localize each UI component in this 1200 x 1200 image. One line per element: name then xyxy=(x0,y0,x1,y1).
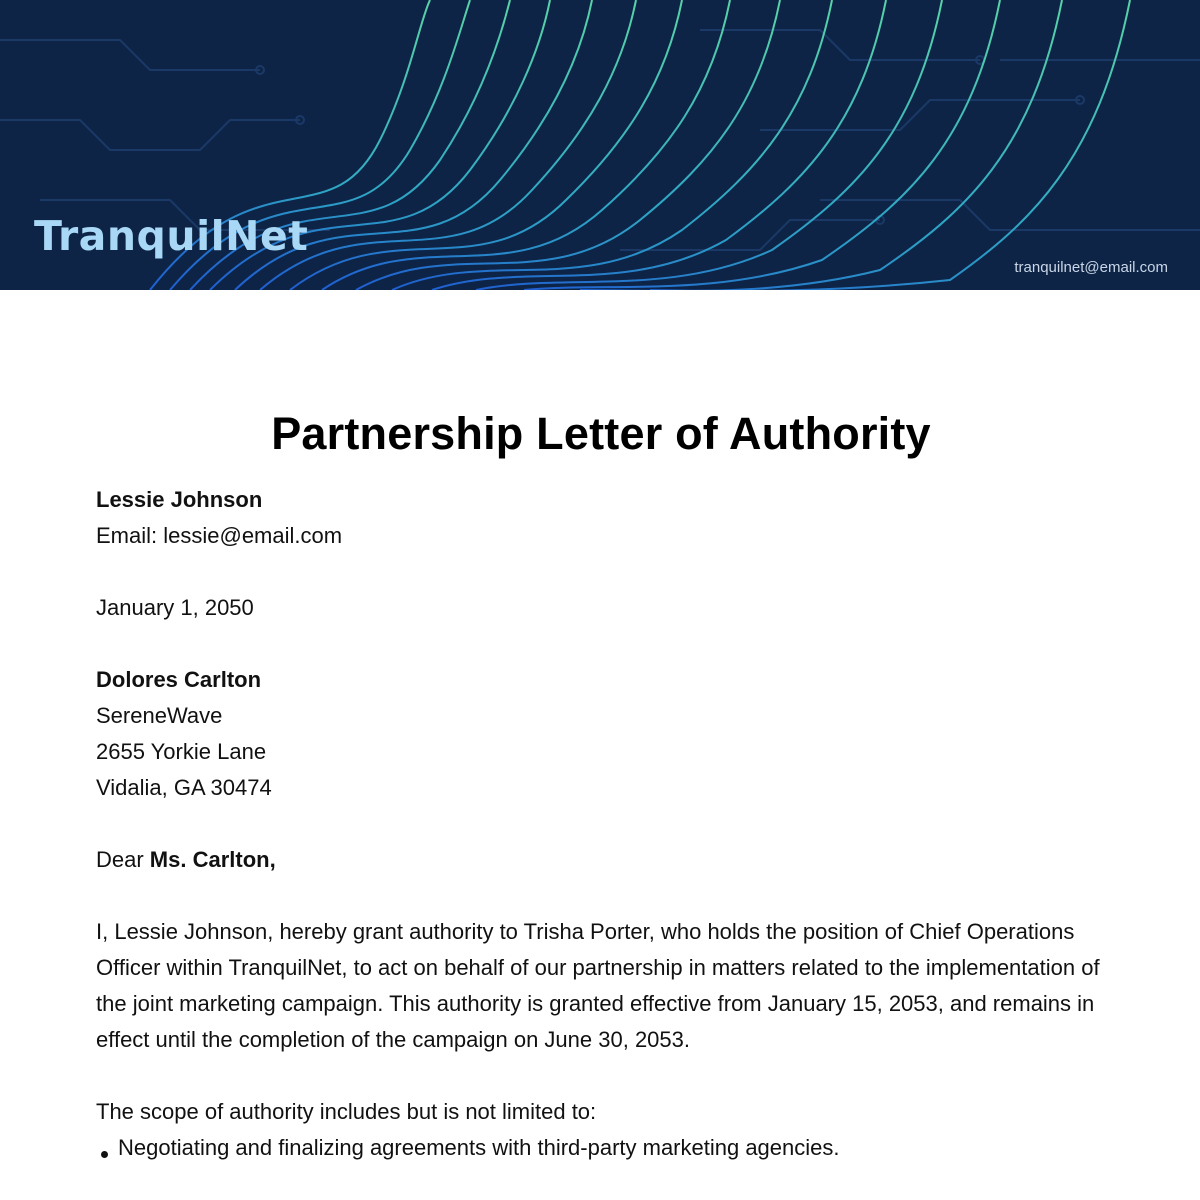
scope-intro: The scope of authority includes but is not limited to: xyxy=(96,1099,597,1124)
header-banner xyxy=(0,0,1200,290)
sender-name: Lessie Johnson xyxy=(96,487,263,512)
letter-date: January 1, 2050 xyxy=(96,595,254,620)
salutation xyxy=(96,842,1106,878)
recipient-company: SereneWave xyxy=(96,703,223,728)
recipient-city: Vidalia, GA 30474 xyxy=(96,775,272,800)
header-email: tranquilnet@email.com xyxy=(1014,259,1168,276)
brand-logo-text: TranquilNet xyxy=(34,212,309,260)
salutation-name: Ms. Carlton, xyxy=(149,847,276,872)
sender-email: Email: lessie@email.com xyxy=(96,523,343,548)
recipient-street: 2655 Yorkie Lane xyxy=(96,739,267,764)
recipient-block xyxy=(96,662,1106,806)
recipient-name: Dolores Carlton xyxy=(96,667,262,692)
page-title: Partnership Letter of Authority xyxy=(271,408,931,459)
body-paragraph: I, Lessie Johnson, hereby grant authority to Trisha Porter, who holds the position of Chief Operations Officer within TranquilNet, to act on behalf of our partnership in matters related to the implementation of the joint marketing campaign. This authority is granted effective from January 15, 2053, and remains in effect until the completion of the campaign on June 30, 2053. xyxy=(96,919,1100,1052)
list-item: Negotiating and finalizing agreements with third-party marketing agencies. xyxy=(118,1130,1106,1166)
salutation-prefix: Dear xyxy=(96,847,150,872)
scope-list xyxy=(96,1130,1106,1166)
sender-block xyxy=(96,482,1106,554)
letter-body xyxy=(96,300,1106,1166)
